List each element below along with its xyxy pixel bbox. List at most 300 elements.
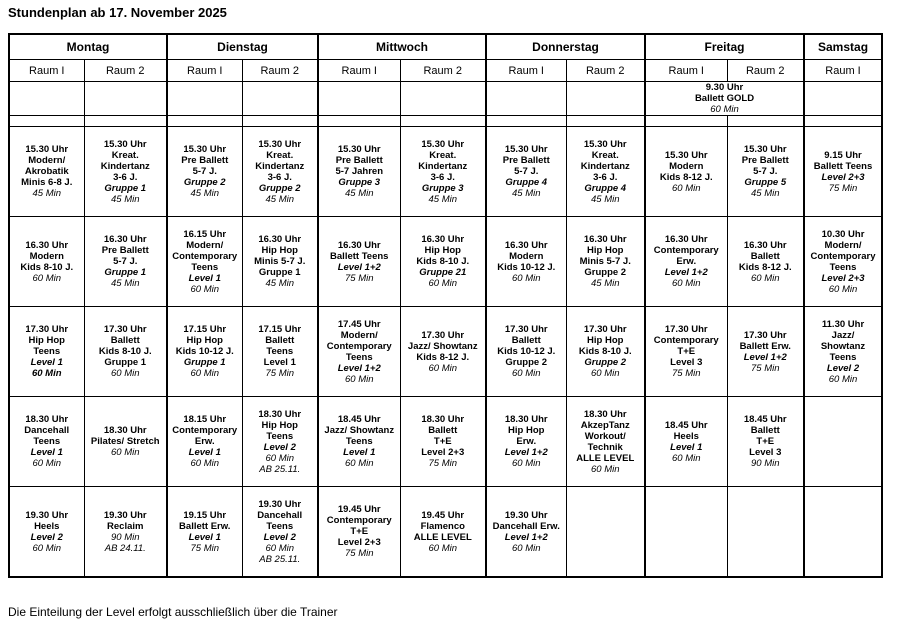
class-line: 16.30 Uhr <box>504 239 548 251</box>
class-line: Kids 10-12 J. <box>497 346 556 357</box>
class-line: Minis 5-7 J. <box>254 256 306 267</box>
class-cell <box>318 397 400 487</box>
class-line: 60 Min <box>710 104 739 115</box>
class-line: 45 Min <box>265 193 294 205</box>
class-line: 45 Min <box>511 188 541 199</box>
class-line: Kids 10-12 J. <box>175 346 234 357</box>
empty-cell <box>486 82 566 116</box>
class-line: 15.30 Uhr <box>583 138 627 150</box>
class-line: 19.15 Uhr <box>183 509 227 521</box>
class-line: 17.30 Uhr <box>504 324 548 335</box>
class-line: Level 2 <box>263 441 296 453</box>
class-line: Minis 5-7 J. <box>579 256 631 267</box>
class-line: Hip Hop <box>28 335 65 346</box>
class-line: Kindertanz <box>580 160 630 172</box>
room-header: Raum 2 <box>727 60 804 82</box>
class-cell <box>318 217 400 307</box>
class-line: Teens <box>266 430 294 442</box>
class-line: Hip Hop <box>587 335 624 346</box>
class-line: 16.30 Uhr <box>258 234 302 245</box>
class-cell <box>167 127 242 217</box>
class-line: Workout/ <box>584 430 626 442</box>
day-header: Montag <box>9 34 167 60</box>
schedule-table <box>8 33 883 578</box>
class-line: AB 25.11. <box>259 463 301 475</box>
class-line: 16.30 Uhr <box>421 234 465 245</box>
class-cell <box>167 487 242 578</box>
class-line: Ballett Erw. <box>739 340 791 352</box>
class-line: Gruppe 2 <box>584 267 627 278</box>
class-line: Ballett Erw. <box>179 520 231 532</box>
class-cell <box>84 307 167 397</box>
class-line: 60 Min <box>511 272 541 284</box>
empty-cell <box>804 116 882 127</box>
class-cell <box>318 487 400 578</box>
class-line: Kids 8-12 J. <box>416 351 470 363</box>
class-cell <box>167 307 242 397</box>
class-line: Gruppe 1 <box>183 357 226 368</box>
class-line: Teens <box>191 261 219 273</box>
class-line: Technik <box>587 441 623 453</box>
class-line: AB 24.11. <box>104 542 146 554</box>
class-line: Kids 8-12 J. <box>738 261 792 273</box>
empty-cell <box>804 82 882 116</box>
class-line: 17.45 Uhr <box>337 318 381 330</box>
class-cell <box>318 127 400 217</box>
class-line: Contemporary <box>653 245 719 256</box>
class-line: 60 Min <box>344 373 374 385</box>
empty-cell <box>645 116 727 127</box>
empty-cell <box>318 116 400 127</box>
class-line: Kreat. <box>591 149 619 161</box>
class-line: Ballett Teens <box>813 160 873 172</box>
class-line: 19.45 Uhr <box>337 504 381 515</box>
class-line: 90 Min <box>110 531 140 543</box>
class-cell <box>804 307 882 397</box>
class-line: 60 Min <box>110 368 140 379</box>
class-line: 60 Min <box>751 272 780 284</box>
class-line: 18.30 Uhr <box>25 414 69 425</box>
class-line: 15.30 Uhr <box>421 138 465 150</box>
day-header: Dienstag <box>167 34 318 60</box>
class-line: 60 Min <box>511 368 541 379</box>
empty-cell <box>566 487 645 578</box>
time-slot-row <box>9 397 882 487</box>
class-line: T+E <box>350 526 369 537</box>
class-line: 17.30 Uhr <box>103 324 147 335</box>
class-line: 60 Min <box>511 458 541 469</box>
class-line: Level 1 <box>30 447 63 458</box>
class-line: Gruppe 1 <box>104 357 147 368</box>
class-line: Erw. <box>676 256 697 267</box>
empty-cell <box>318 82 400 116</box>
room-header: Raum I <box>318 60 400 82</box>
empty-cell <box>400 82 486 116</box>
class-line: 18.30 Uhr <box>504 414 548 425</box>
class-line: 18.30 Uhr <box>258 408 302 420</box>
class-line: 45 Min <box>344 188 374 199</box>
class-line: AB 25.11. <box>259 553 301 565</box>
class-line: 15.30 Uhr <box>743 144 787 155</box>
class-line: 5-7 J. <box>514 166 539 177</box>
class-line: Ballett <box>110 335 140 346</box>
class-line: Kids 8-10 J. <box>98 346 152 357</box>
class-line: Hip Hop <box>508 425 545 436</box>
class-line: Jazz/ Showtanz <box>407 340 478 352</box>
class-line: Level 3 <box>670 357 703 368</box>
empty-cell <box>804 487 882 578</box>
class-line: Teens <box>33 436 61 447</box>
class-line: Contemporary <box>172 250 238 262</box>
class-cell <box>486 487 566 578</box>
class-line: 19.30 Uhr <box>504 509 548 521</box>
class-line: Level 2+3 <box>421 447 465 458</box>
class-line: Ballett <box>265 335 295 346</box>
class-line: Kids 8-10 J. <box>20 261 74 273</box>
class-line: 45 Min <box>428 193 457 205</box>
class-line: 17.30 Uhr <box>25 324 69 335</box>
class-line: 17.15 Uhr <box>258 324 302 335</box>
class-line: 18.45 Uhr <box>743 414 787 425</box>
room-header: Raum I <box>645 60 727 82</box>
class-cell <box>804 217 882 307</box>
class-line: 18.15 Uhr <box>183 414 227 425</box>
class-cell <box>645 307 727 397</box>
class-cell <box>486 307 566 397</box>
class-line: Level 1 <box>670 441 703 453</box>
class-line: Level 1 <box>188 447 221 458</box>
empty-cell <box>645 487 727 578</box>
class-line: Modern/ <box>28 155 66 166</box>
room-header-row <box>9 60 882 82</box>
time-slot-row <box>9 487 882 578</box>
class-line: 45 Min <box>32 188 61 199</box>
class-line: 16.30 Uhr <box>25 239 69 251</box>
class-line: Teens <box>829 261 857 273</box>
class-line: 18.45 Uhr <box>664 419 708 431</box>
class-line: Heels <box>673 430 699 442</box>
class-line: Gruppe 2 <box>258 182 301 194</box>
class-cell <box>242 397 318 487</box>
class-line: 60 Min <box>428 362 457 374</box>
class-line: 45 Min <box>751 188 780 199</box>
class-line: Gruppe 3 <box>338 177 381 188</box>
class-cell <box>242 307 318 397</box>
class-cell <box>400 487 486 578</box>
class-line: 15.30 Uhr <box>504 144 548 155</box>
class-line: Level 1+2 <box>504 531 548 543</box>
class-line: Modern <box>29 250 64 262</box>
class-line: ALLE LEVEL <box>413 531 472 543</box>
class-line: Level 2 <box>30 531 63 543</box>
class-line: Contemporary <box>810 250 876 262</box>
class-line: Hip Hop <box>587 245 624 256</box>
empty-cell <box>167 82 242 116</box>
class-line: Kindertanz <box>100 160 150 172</box>
class-line: Ballett <box>511 335 541 346</box>
class-line: 60 Min <box>31 368 62 379</box>
class-cell <box>84 487 167 578</box>
time-slot-row <box>9 217 882 307</box>
class-cell <box>242 487 318 578</box>
day-header-row <box>9 34 882 60</box>
class-line: 9.30 Uhr <box>705 82 744 93</box>
class-cell <box>400 217 486 307</box>
class-line: 19.45 Uhr <box>421 509 465 521</box>
class-line: Teens <box>266 346 294 357</box>
day-header: Samstag <box>804 34 882 60</box>
class-line: 10.30 Uhr <box>821 228 865 240</box>
class-cell <box>566 217 645 307</box>
class-line: Pre Ballett <box>335 155 383 166</box>
class-cell <box>486 217 566 307</box>
class-line: Akrobatik <box>24 166 69 177</box>
class-line: 75 Min <box>428 458 457 469</box>
class-line: Gruppe 2 <box>505 357 548 368</box>
empty-cell <box>804 397 882 487</box>
class-line: 3-6 J. <box>593 171 618 183</box>
class-line: Gruppe 2 <box>183 177 226 188</box>
class-line: 60 Min <box>32 458 61 469</box>
class-line: 45 Min <box>190 188 219 199</box>
empty-cell <box>727 487 804 578</box>
class-line: Reclaim <box>107 520 144 532</box>
class-line: 19.30 Uhr <box>258 498 302 510</box>
time-slot-row <box>9 127 882 217</box>
class-line: Gruppe 5 <box>744 177 787 188</box>
class-line: Level 3 <box>749 447 782 458</box>
class-line: 60 Min <box>511 542 541 554</box>
class-line: Gruppe 1 <box>258 267 301 278</box>
class-line: Level 2+3 <box>821 272 865 284</box>
class-line: Teens <box>345 351 373 363</box>
class-line: 3-6 J. <box>113 171 138 183</box>
class-line: Gruppe 2 <box>584 357 627 368</box>
class-line: Dancehall <box>257 509 303 521</box>
class-line: Level 1+2 <box>337 261 381 273</box>
empty-cell <box>84 116 167 127</box>
class-cell <box>242 217 318 307</box>
class-line: 45 Min <box>265 278 294 289</box>
class-line: 60 Min <box>344 458 374 469</box>
class-line: 60 Min <box>590 368 620 379</box>
class-line: 75 Min <box>671 368 701 379</box>
class-line: Level 2 <box>263 531 296 543</box>
day-header: Mittwoch <box>318 34 486 60</box>
empty-cell <box>727 116 804 127</box>
class-line: 19.30 Uhr <box>103 509 147 521</box>
class-cell <box>400 307 486 397</box>
class-cell <box>804 127 882 217</box>
class-line: Level 1+2 <box>504 447 548 458</box>
class-line: Minis 6-8 J. <box>21 177 73 188</box>
class-line: Level 1 <box>188 272 221 284</box>
class-line: 45 Min <box>590 278 620 289</box>
class-line: 11.30 Uhr <box>821 318 865 330</box>
class-line: Modern <box>669 160 704 172</box>
time-slot-row <box>9 307 882 397</box>
class-line: 60 Min <box>32 272 61 284</box>
class-cell <box>9 397 84 487</box>
class-line: 75 Min <box>190 542 219 554</box>
class-line: Teens <box>829 351 857 363</box>
class-cell <box>400 127 486 217</box>
class-line: Heels <box>34 520 60 532</box>
room-header: Raum I <box>804 60 882 82</box>
class-line: Kreat. <box>429 149 457 161</box>
class-line: Modern <box>509 250 544 262</box>
class-line: ALLE LEVEL <box>576 452 635 464</box>
class-line: 75 Min <box>828 182 858 194</box>
class-line: Teens <box>345 436 373 447</box>
class-line: Pre Ballett <box>741 155 789 166</box>
class-line: Contemporary <box>172 425 238 436</box>
class-cell <box>84 217 167 307</box>
class-line: Level 1+2 <box>664 267 708 278</box>
class-line: 75 Min <box>265 368 294 379</box>
class-line: 60 Min <box>428 278 457 289</box>
class-cell <box>9 127 84 217</box>
class-cell <box>400 397 486 487</box>
class-line: 75 Min <box>344 548 374 559</box>
class-cell <box>727 307 804 397</box>
class-line: Modern/ <box>824 239 862 251</box>
day-header: Freitag <box>645 34 804 60</box>
class-line: Kids 10-12 J. <box>497 261 556 273</box>
class-line: Level 1 <box>30 357 63 368</box>
class-line: Level 2+3 <box>337 537 381 548</box>
empty-cell <box>9 82 84 116</box>
empty-cell <box>9 116 84 127</box>
class-line: Contemporary <box>326 340 392 352</box>
class-line: Flamenco <box>420 520 465 532</box>
class-line: 3-6 J. <box>267 171 292 183</box>
class-line: 18.30 Uhr <box>421 414 465 425</box>
class-line: Modern/ <box>186 239 224 251</box>
class-line: Level 2+3 <box>821 171 865 183</box>
class-line: 16.15 Uhr <box>183 228 227 240</box>
class-line: Hip Hop <box>261 419 298 431</box>
class-line: Hip Hop <box>186 335 223 346</box>
class-line: Kreat. <box>111 149 139 161</box>
class-line: 60 Min <box>190 458 219 469</box>
class-line: Dancehall <box>24 425 70 436</box>
class-line: 16.30 Uhr <box>583 234 627 245</box>
class-line: Kindertanz <box>418 160 468 172</box>
class-cell <box>645 397 727 487</box>
class-line: Contemporary <box>653 335 719 346</box>
class-cell <box>167 217 242 307</box>
class-line: Gruppe 1 <box>104 182 147 194</box>
class-line: Modern/ <box>340 329 378 341</box>
class-cell <box>566 397 645 487</box>
empty-cell <box>242 116 318 127</box>
room-header: Raum 2 <box>566 60 645 82</box>
class-line: 5-7 J. <box>192 166 217 177</box>
class-line: Level 1 <box>343 447 376 458</box>
class-line: 60 Min <box>190 283 219 295</box>
class-line: 45 Min <box>110 193 140 205</box>
class-line: Level 1 <box>188 531 221 543</box>
class-cell <box>9 307 84 397</box>
class-line: AkzepTanz <box>580 419 630 431</box>
class-line: Kids 8-10 J. <box>416 256 470 267</box>
class-line: Dancehall Erw. <box>492 520 560 532</box>
class-line: 16.30 Uhr <box>664 234 708 245</box>
room-header: Raum I <box>9 60 84 82</box>
class-line: Ballett GOLD <box>694 93 755 104</box>
room-header: Raum I <box>486 60 566 82</box>
class-line: 18.30 Uhr <box>583 408 627 420</box>
class-line: T+E <box>677 346 696 357</box>
class-line: 60 Min <box>828 373 858 385</box>
class-line: Hip Hop <box>424 245 461 256</box>
class-line: 60 Min <box>428 542 457 554</box>
class-line: Ballett Teens <box>330 250 389 262</box>
class-line: Jazz/ Showtanz <box>324 425 395 436</box>
class-line: 60 Min <box>671 182 701 194</box>
class-line: Showtanz <box>820 340 866 352</box>
class-line: 60 Min <box>190 368 219 379</box>
class-line: Kreat. <box>266 149 294 161</box>
class-line: Kids 8-10 J. <box>578 346 632 357</box>
empty-cell <box>566 116 645 127</box>
room-header: Raum 2 <box>400 60 486 82</box>
class-line: Ballett <box>750 250 780 262</box>
class-line: 5-7 J. <box>113 256 138 267</box>
page-title: Stundenplan ab 17. November 2025 <box>8 5 227 20</box>
class-line: Ballett <box>750 425 780 436</box>
class-line: Kindertanz <box>255 160 305 172</box>
class-line: 15.30 Uhr <box>25 144 69 155</box>
room-header: Raum 2 <box>242 60 318 82</box>
class-cell <box>486 127 566 217</box>
class-line: T+E <box>433 436 452 447</box>
class-line: 16.30 Uhr <box>743 239 787 251</box>
class-line: 18.30 Uhr <box>103 425 147 436</box>
class-line: Jazz/ <box>831 329 855 341</box>
class-line: Erw. <box>516 436 537 447</box>
class-line: 18.45 Uhr <box>337 414 381 425</box>
class-line: 5-7 J. <box>753 166 778 177</box>
class-line: 15.30 Uhr <box>337 144 381 155</box>
class-line: Pre Ballett <box>502 155 550 166</box>
class-line: T+E <box>756 436 775 447</box>
class-line: 60 Min <box>32 542 61 554</box>
class-line: 15.30 Uhr <box>664 149 708 161</box>
class-line: Erw. <box>194 436 215 447</box>
class-line: 15.30 Uhr <box>258 138 302 150</box>
day-header: Donnerstag <box>486 34 645 60</box>
class-line: Gruppe 4 <box>505 177 548 188</box>
class-line: 60 Min <box>671 452 701 464</box>
class-cell <box>9 487 84 578</box>
class-line: Gruppe 1 <box>104 267 147 278</box>
class-line: 17.30 Uhr <box>421 329 465 341</box>
class-line: 15.30 Uhr <box>183 144 227 155</box>
class-line: 60 Min <box>590 463 620 475</box>
class-line: 17.30 Uhr <box>743 329 787 341</box>
class-line: Teens <box>266 520 294 532</box>
class-line: 90 Min <box>751 458 780 469</box>
class-line: Kids 8-12 J. <box>659 171 713 183</box>
class-line: 16.30 Uhr <box>337 239 381 251</box>
class-line: 45 Min <box>590 193 620 205</box>
class-line: 16.30 Uhr <box>103 234 147 245</box>
class-cell <box>566 127 645 217</box>
empty-cell <box>242 82 318 116</box>
class-line: Hip Hop <box>261 245 298 256</box>
